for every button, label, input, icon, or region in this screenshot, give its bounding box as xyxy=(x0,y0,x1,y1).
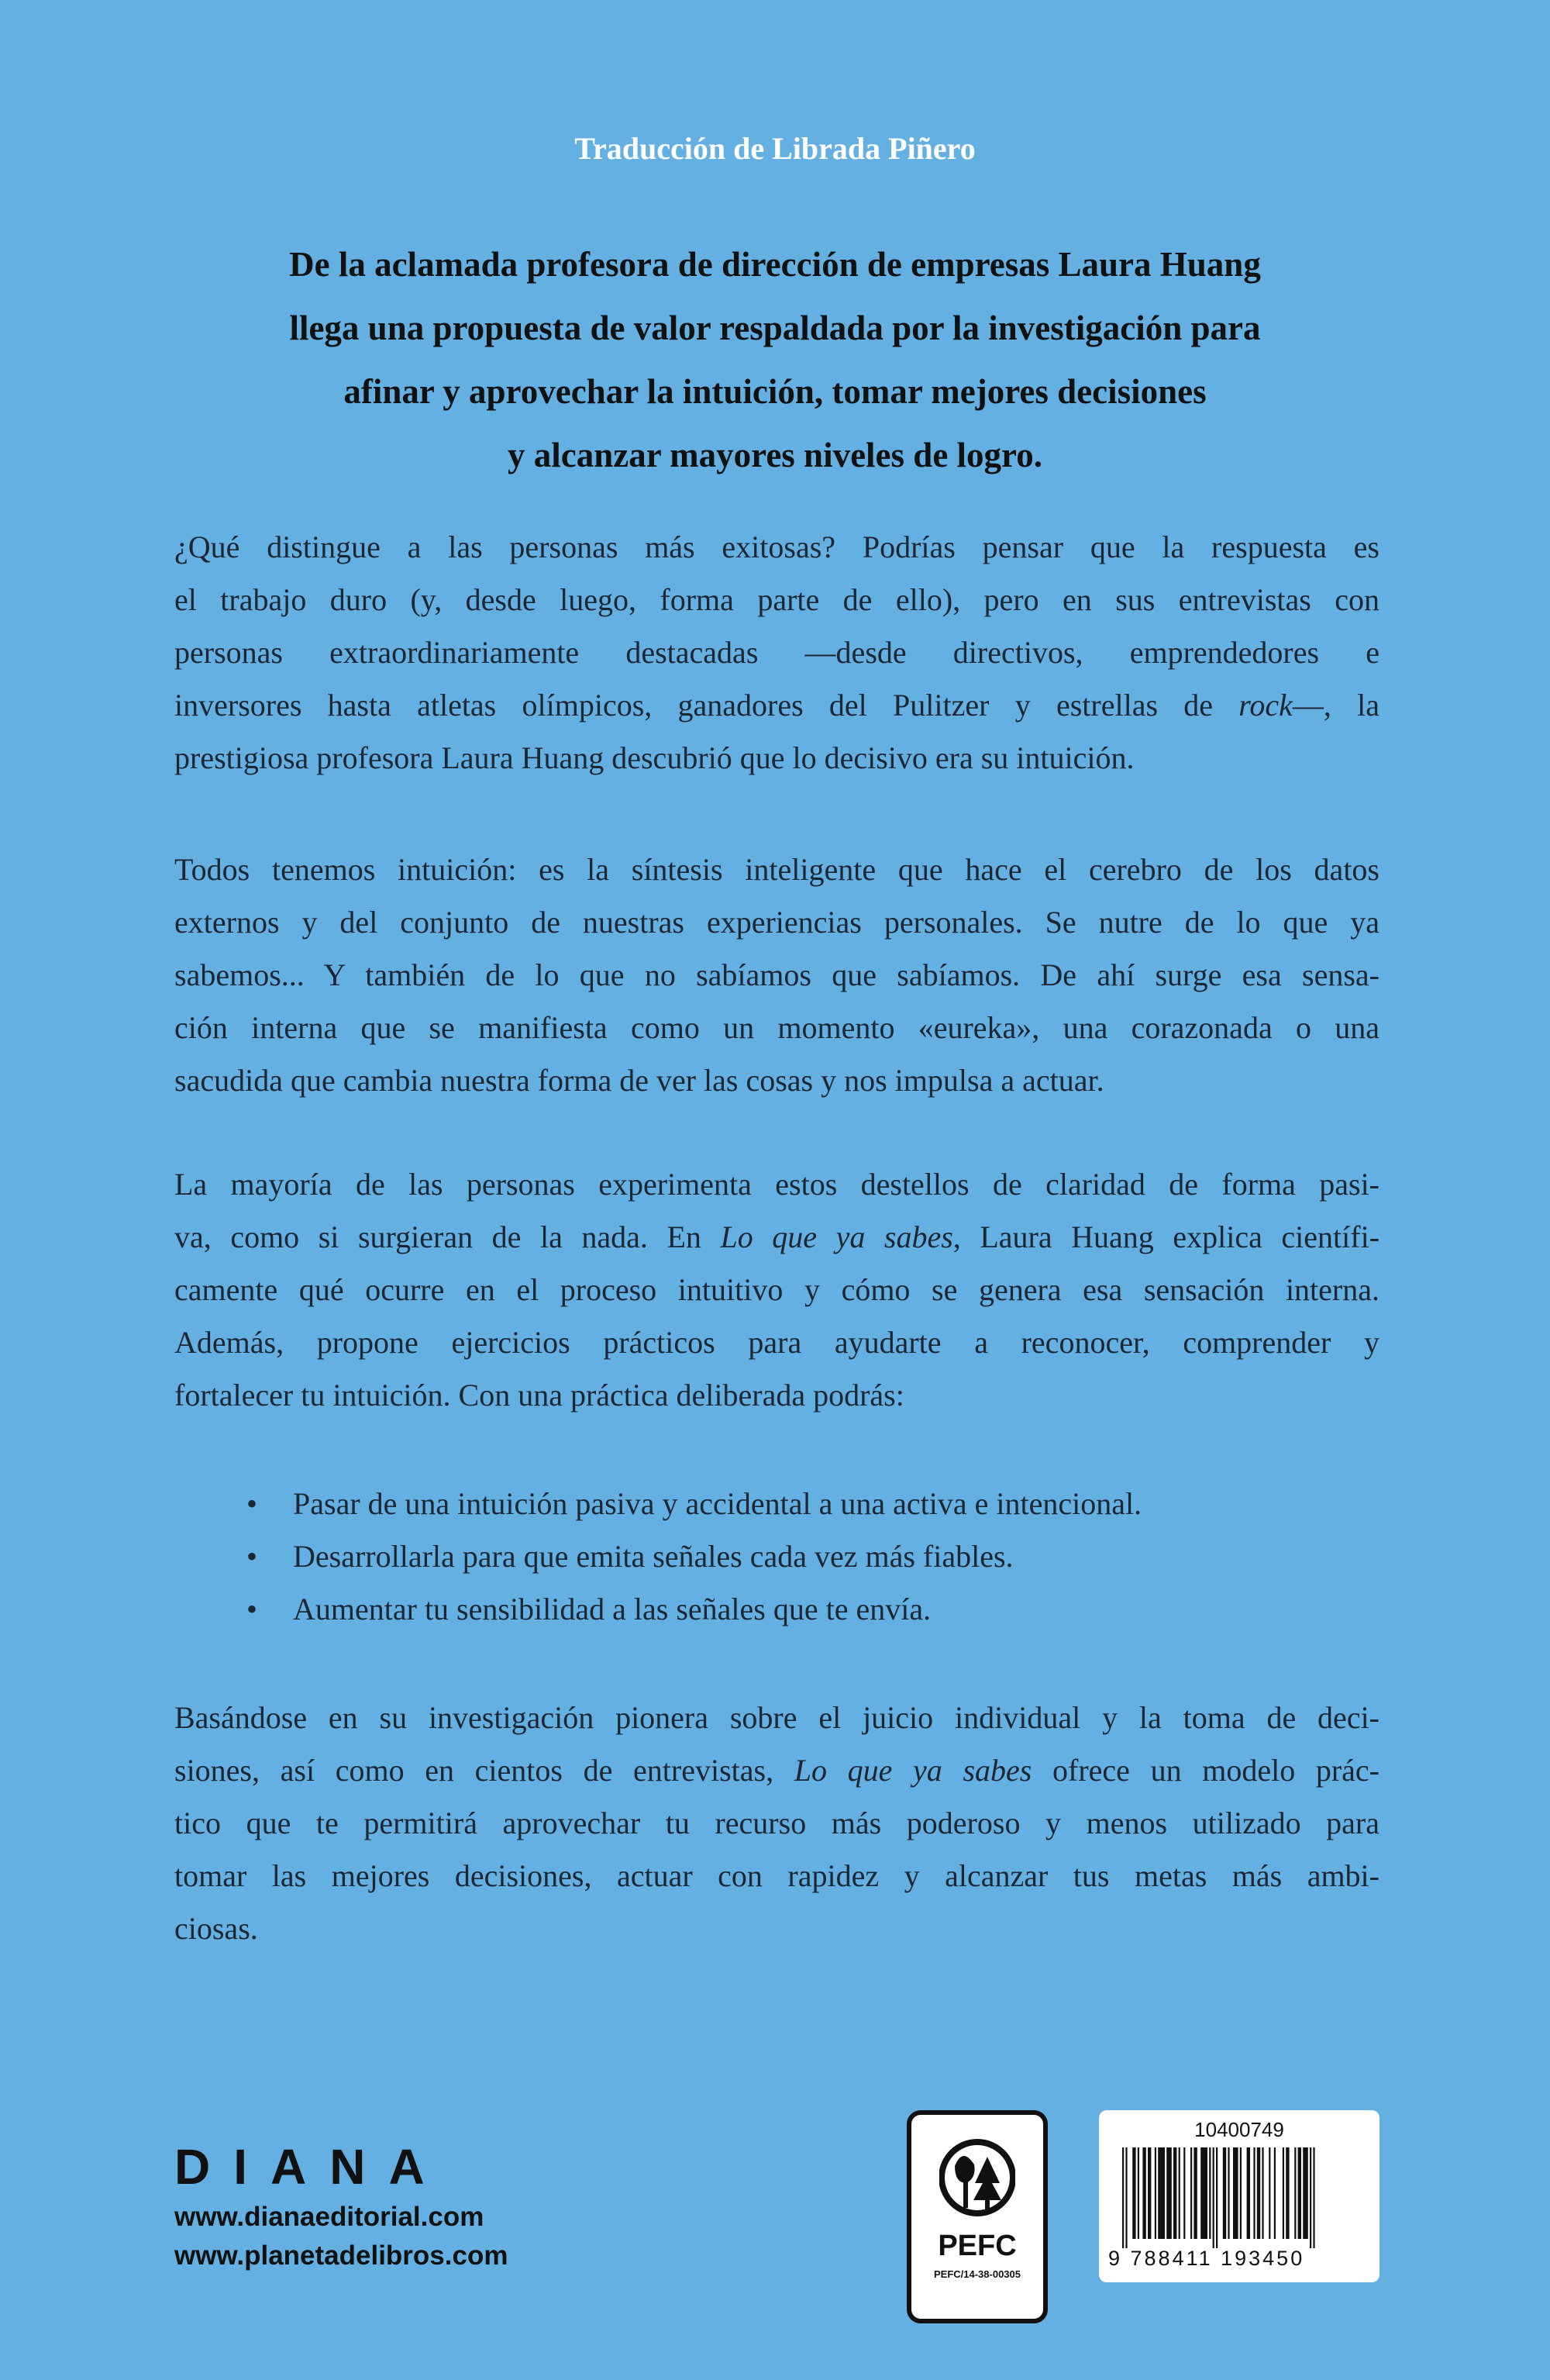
pefc-certification-badge xyxy=(907,2110,1048,2323)
barcode-bar xyxy=(1142,2147,1145,2239)
barcode-bar xyxy=(1247,2147,1250,2239)
paragraph-line: externos y del conjunto de nuestras experiencias personales. Se nutre de lo que ya xyxy=(174,905,1380,940)
barcode-bar xyxy=(1286,2147,1289,2239)
barcode-top-code: 10400749 xyxy=(1194,2118,1284,2141)
paragraph-line: ¿Qué distingue a las personas más exitosas? Podrías pensar que la respuesta es xyxy=(174,529,1380,564)
barcode-bar xyxy=(1166,2147,1172,2239)
paragraph-line: Todos tenemos intuición: es la síntesis inteligente que hace el cerebro de los datos xyxy=(174,852,1380,887)
paragraph-line: fortalecer tu intuición. Con una práctica deliberada podrás: xyxy=(174,1378,904,1412)
barcode-bar xyxy=(1132,2147,1135,2239)
paragraph-2 xyxy=(174,843,1380,1107)
list-item-text: Desarrollarla para que emita señales cada vez más fiables. xyxy=(293,1539,1014,1574)
barcode-bar xyxy=(1216,2147,1218,2248)
barcode-bar xyxy=(1155,2147,1156,2239)
text-run: —, la xyxy=(1292,688,1380,723)
barcode-bar xyxy=(1233,2147,1238,2239)
paragraph-line: el trabajo duro (y, desde luego, forma parte de ello), pero en sus entrevistas con xyxy=(174,582,1380,617)
pefc-code: PEFC/14-38-00305 xyxy=(933,2268,1021,2280)
lead-line: De la aclamada profesora de dirección de empresas Laura Huang xyxy=(289,245,1261,284)
text-run: ofrece un modelo prác- xyxy=(1032,1753,1380,1788)
barcode-bar xyxy=(1303,2147,1308,2239)
italic-run: rock xyxy=(1238,688,1293,723)
barcode-bar xyxy=(1200,2147,1207,2239)
barcode-bar xyxy=(1213,2147,1214,2248)
paragraph-line: camente qué ocurre en el proceso intuitivo y cómo se genera esa sensación interna. xyxy=(174,1272,1380,1307)
barcode-bar xyxy=(1173,2147,1176,2239)
paragraph-line: personas extraordinariamente destacadas —desde directivos, emprendedores e xyxy=(174,635,1380,670)
paragraph-line xyxy=(174,1211,1380,1264)
barcode-ean-number: 9 788411 193450 xyxy=(1108,2247,1305,2270)
barcode-bar xyxy=(1313,2147,1314,2248)
list-item xyxy=(246,1478,1331,1530)
italic-run: Lo que ya sabes xyxy=(720,1219,953,1254)
text-run: , Laura Huang explica científi- xyxy=(952,1219,1380,1254)
bullet-list xyxy=(246,1478,1331,1636)
barcode-bar xyxy=(1274,2147,1276,2239)
isbn-barcode xyxy=(1099,2110,1380,2282)
paragraph-line: Basándose en su investigación pionera sobre el juicio individual y la toma de deci- xyxy=(174,1700,1380,1735)
barcode-bar xyxy=(1269,2147,1270,2239)
italic-run: Lo que ya sabes xyxy=(794,1753,1032,1788)
paragraph-4 xyxy=(174,1692,1380,1955)
paragraph-line: ciosas. xyxy=(174,1911,258,1946)
lead-line: afinar y aprovechar la intuición, tomar mejores decisiones xyxy=(343,372,1207,411)
barcode-bar xyxy=(1228,2147,1229,2239)
text-run: va, como si surgieran de la nada. En xyxy=(174,1219,721,1254)
lead-line: llega una propuesta de valor respaldada por la investigación para xyxy=(289,309,1261,347)
paragraph-3 xyxy=(174,1158,1380,1422)
paragraph-line xyxy=(174,1744,1380,1797)
barcode-bars xyxy=(1122,2147,1362,2248)
barcode-bar xyxy=(1158,2147,1165,2239)
publisher-logo: DIANA xyxy=(174,2139,448,2195)
paragraph-line: tomar las mejores decisiones, actuar con rapidez y alcanzar tus metas más ambi- xyxy=(174,1858,1380,1893)
paragraph-line xyxy=(174,679,1380,732)
barcode-bar xyxy=(1253,2147,1255,2239)
translator-credit: Traducción de Librada Piñero xyxy=(574,131,976,166)
list-item xyxy=(246,1530,1331,1583)
lead-blurb xyxy=(174,233,1376,487)
paragraph-line: ción interna que se manifiesta como un momento «eureka», una corazonada o una xyxy=(174,1010,1380,1045)
paragraph-line: La mayoría de las personas experimenta estos destellos de claridad de forma pasi- xyxy=(174,1167,1380,1202)
barcode-bar xyxy=(1194,2147,1197,2239)
barcode-bar xyxy=(1179,2147,1180,2239)
barcode-bar xyxy=(1183,2147,1185,2239)
pefc-trees-icon xyxy=(939,2135,1015,2220)
paragraph-1 xyxy=(174,521,1380,785)
paragraph-line: Además, propone ejercicios prácticos para ayudarte a reconocer, comprender y xyxy=(174,1325,1380,1360)
list-item xyxy=(246,1583,1331,1636)
bullet-dot: • xyxy=(246,1592,258,1626)
list-item-text: Aumentar tu sensibilidad a las señales que te envía. xyxy=(293,1592,932,1626)
barcode-bar xyxy=(1122,2147,1124,2248)
barcode-bar xyxy=(1240,2147,1242,2239)
barcode-bar xyxy=(1310,2147,1311,2248)
barcode-bar xyxy=(1190,2147,1192,2239)
lead-line: y alcanzar mayores niveles de logro. xyxy=(508,436,1042,474)
publisher-url-2: www.planetadelibros.com xyxy=(174,2240,508,2271)
bullet-dot: • xyxy=(246,1539,258,1574)
paragraph-line: tico que te permitirá aprovechar tu recurso más poderoso y menos utilizado para xyxy=(174,1806,1380,1840)
barcode-bar xyxy=(1298,2147,1301,2239)
barcode-bar xyxy=(1138,2147,1139,2239)
text-run: inversores hasta atletas olímpicos, ganadores del Pulitzer y estrellas de xyxy=(174,688,1239,723)
paragraph-line: sacudida que cambia nuestra forma de ver las cosas y nos impulsa a actuar. xyxy=(174,1063,1104,1098)
barcode-bar xyxy=(1294,2147,1296,2239)
barcode-bar xyxy=(1257,2147,1260,2239)
barcode-bar xyxy=(1223,2147,1226,2239)
paragraph-line: prestigiosa profesora Laura Huang descubrió que lo decisivo era su intuición. xyxy=(174,740,1135,775)
text-run: siones, así como en cientos de entrevistas, xyxy=(174,1753,794,1788)
bullet-dot: • xyxy=(246,1486,258,1521)
paragraph-line: sabemos... Y también de lo que no sabíamos que sabíamos. De ahí surge esa sensa- xyxy=(174,957,1380,992)
barcode-bar xyxy=(1209,2147,1211,2239)
barcode-bar xyxy=(1125,2147,1127,2248)
barcode-bar xyxy=(1262,2147,1263,2239)
list-item-text: Pasar de una intuición pasiva y accidental a una activa e intencional. xyxy=(293,1486,1142,1521)
barcode-bar xyxy=(1283,2147,1284,2239)
barcode-bar xyxy=(1148,2147,1151,2239)
pefc-label: PEFC xyxy=(938,2230,1017,2262)
publisher-url-1: www.dianaeditorial.com xyxy=(174,2202,484,2232)
